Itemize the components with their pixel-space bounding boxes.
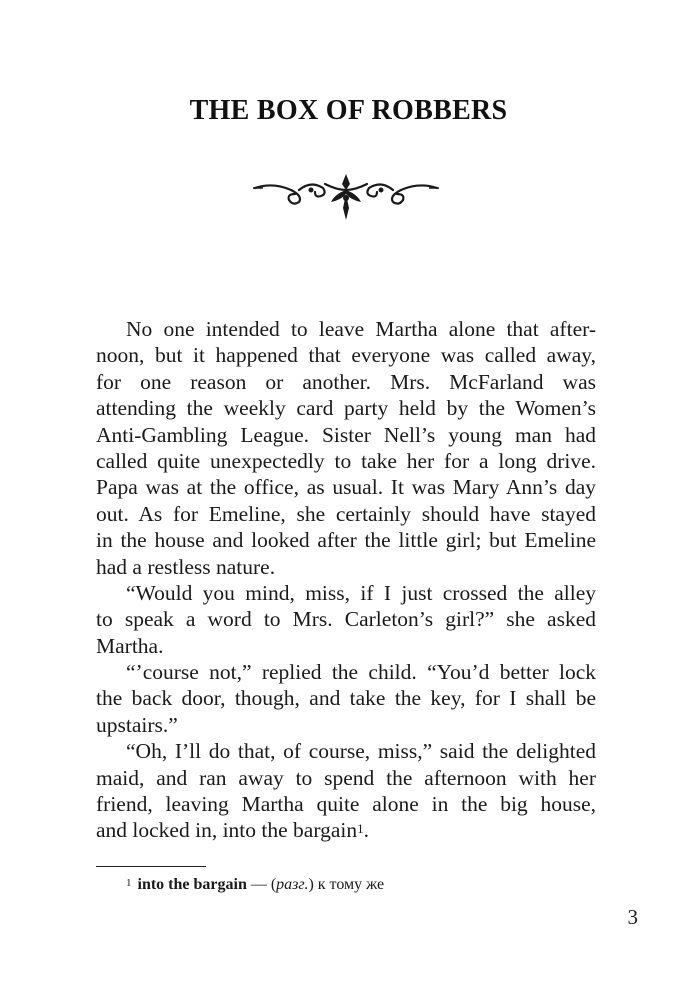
- footnote-close: ): [308, 876, 318, 893]
- text-line: “Oh, I’ll do that, of course, miss,” said the delighted: [126, 739, 596, 764]
- text-line: attending the weekly card party held by the Women’s: [96, 396, 596, 421]
- text-line: friend, leaving Martha quite alone in the big house,: [96, 792, 596, 817]
- text-line: maid, and ran away to spend the afternoon with her: [96, 765, 596, 790]
- chapter-title: THE BOX OF ROBBERS: [189, 95, 508, 126]
- text-line: for one reason or another. Mrs. McFarland was: [96, 369, 596, 394]
- footnote-reference: 1: [357, 821, 364, 837]
- footnote-label: разг.: [276, 876, 309, 893]
- footnote-translation: к тому же: [317, 876, 385, 893]
- footnote-marker: 1: [126, 877, 132, 889]
- page-number: 3: [627, 905, 638, 929]
- text-line: “’course not,” replied the child. “You’d better lock: [126, 660, 596, 685]
- text-line: called quite unexpectedly to take her for a long drive.: [96, 448, 596, 473]
- text-line: out. As for Emeline, she certainly should have stayed: [96, 501, 596, 526]
- text-line: noon, but it happened that everyone was called away,: [96, 343, 596, 368]
- text-line: to speak a word to Mrs. Carleton’s girl?” she asked: [96, 607, 596, 632]
- text-line: upstairs.”: [96, 712, 178, 737]
- text-line: Martha.: [96, 633, 164, 658]
- text-line: Anti-Gambling League. Sister Nell’s young man had: [96, 422, 596, 447]
- text-line: No one intended to leave Martha alone that after-: [126, 317, 596, 341]
- scroll-ornament-icon: [253, 168, 439, 224]
- footnote-dash: — (: [246, 876, 277, 893]
- text-line: the back door, though, and take the key, for I shall be: [96, 686, 596, 711]
- text-line: in the house and looked after the little girl; but Emeline: [96, 528, 596, 553]
- footnote-divider: [96, 866, 206, 867]
- text-line: “Would you mind, miss, if I just crossed the alley: [126, 580, 596, 605]
- footnote: [126, 876, 384, 894]
- text-line: Papa was at the office, as usual. It was Mary Ann’s day: [96, 475, 596, 500]
- footnote-term: into the bargain: [137, 876, 247, 893]
- text-line: had a restless nature.: [96, 554, 276, 579]
- story-text: [96, 316, 596, 844]
- text-line: and locked in, into the bargain$^1$.: [96, 818, 369, 843]
